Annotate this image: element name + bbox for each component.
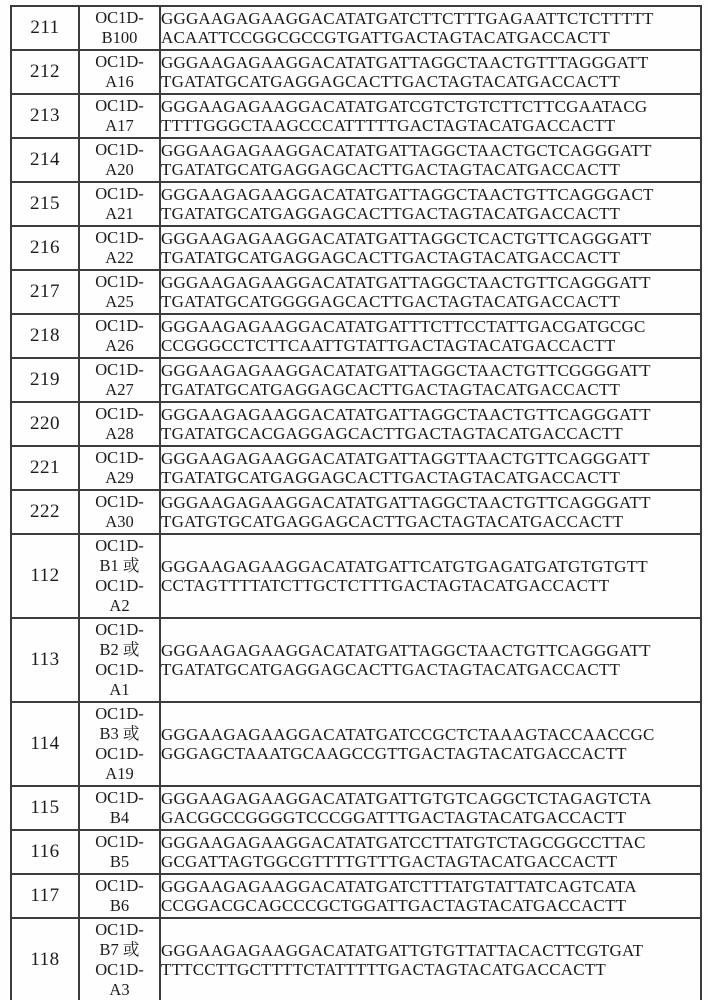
probe-name-cell: OC1D- A28 xyxy=(79,402,160,446)
probe-name-cell: OC1D- B4 xyxy=(79,786,160,830)
sequence-number-cell: 215 xyxy=(11,182,79,226)
table-row xyxy=(11,874,701,918)
sequence-number-cell: 212 xyxy=(11,50,79,94)
sequence-number-cell: 118 xyxy=(11,918,79,1000)
sequence-table-body xyxy=(11,6,701,1000)
probe-name-cell: OC1D- B100 xyxy=(79,6,160,50)
dna-sequence-cell: GGGAAGAGAAGGACATATGATTAGGCTAACTGTTCAGGGATT TGATGTGCATGAGGAGCACTTGACTAGTACATGACCACTT xyxy=(160,490,701,534)
table-row xyxy=(11,226,701,270)
sequence-number-cell: 117 xyxy=(11,874,79,918)
probe-name-cell: OC1D- A26 xyxy=(79,314,160,358)
table-row xyxy=(11,402,701,446)
probe-name-cell: OC1D- A29 xyxy=(79,446,160,490)
probe-name-cell: OC1D- B6 xyxy=(79,874,160,918)
sequence-number-cell: 214 xyxy=(11,138,79,182)
probe-name-cell: OC1D- A27 xyxy=(79,358,160,402)
table-row xyxy=(11,830,701,874)
dna-sequence-cell: GGGAAGAGAAGGACATATGATTAGGCTAACTGTTCAGGGATT TGATATGCACGAGGAGCACTTGACTAGTACATGACCACTT xyxy=(160,402,701,446)
sequence-number-cell: 114 xyxy=(11,702,79,786)
sequence-listing-table xyxy=(10,5,702,1000)
dna-sequence-cell: GGGAAGAGAAGGACATATGATTAGGCTAACTGTTTAGGGATT TGATATGCATGAGGAGCACTTGACTAGTACATGACCACTT xyxy=(160,50,701,94)
table-row xyxy=(11,270,701,314)
dna-sequence-cell: GGGAAGAGAAGGACATATGATTAGGCTAACTGTTCAGGGATT TGATATGCATGGGGAGCACTTGACTAGTACATGACCACTT xyxy=(160,270,701,314)
sequence-number-cell: 221 xyxy=(11,446,79,490)
table-row xyxy=(11,534,701,618)
table-row xyxy=(11,138,701,182)
table-row xyxy=(11,786,701,830)
sequence-number-cell: 219 xyxy=(11,358,79,402)
probe-name-cell: OC1D- A17 xyxy=(79,94,160,138)
sequence-number-cell: 112 xyxy=(11,534,79,618)
probe-name-cell: OC1D- B5 xyxy=(79,830,160,874)
probe-name-cell: OC1D- A30 xyxy=(79,490,160,534)
probe-name-cell: OC1D- A16 xyxy=(79,50,160,94)
probe-name-cell: OC1D- B7 或 OC1D- A3 xyxy=(79,918,160,1000)
sequence-number-cell: 115 xyxy=(11,786,79,830)
dna-sequence-cell: GGGAAGAGAAGGACATATGATCGTCTGTCTTCTTCGAATACG TTTTGGGCTAAGCCCATTTTTGACTAGTACATGACCACTT xyxy=(160,94,701,138)
dna-sequence-cell: GGGAAGAGAAGGACATATGATTAGGTTAACTGTTCAGGGATT TGATATGCATGAGGAGCACTTGACTAGTACATGACCACTT xyxy=(160,446,701,490)
dna-sequence-cell: GGGAAGAGAAGGACATATGATTAGGCTCACTGTTCAGGGATT TGATATGCATGAGGAGCACTTGACTAGTACATGACCACTT xyxy=(160,226,701,270)
dna-sequence-cell: GGGAAGAGAAGGACATATGATCTTCTTTGAGAATTCTCTTTTT ACAATTCCGGCGCCGTGATTGACTAGTACATGACCACTT xyxy=(160,6,701,50)
probe-name-cell: OC1D- A25 xyxy=(79,270,160,314)
dna-sequence-cell: GGGAAGAGAAGGACATATGATTAGGCTAACTGTTCAGGGACT TGATATGCATGAGGAGCACTTGACTAGTACATGACCACTT xyxy=(160,182,701,226)
dna-sequence-cell: GGGAAGAGAAGGACATATGATCCTTATGTCTAGCGGCCTTAC GCGATTAGTGGCGTTTTGTTTGACTAGTACATGACCACTT xyxy=(160,830,701,874)
table-row xyxy=(11,358,701,402)
sequence-number-cell: 113 xyxy=(11,618,79,702)
dna-sequence-cell: GGGAAGAGAAGGACATATGATTAGGCTAACTGCTCAGGGATT TGATATGCATGAGGAGCACTTGACTAGTACATGACCACTT xyxy=(160,138,701,182)
dna-sequence-cell: GGGAAGAGAAGGACATATGATTGTGTTATTACACTTCGTGAT TTTCCTTGCTTTTCTATTTTTGACTAGTACATGACCACTT xyxy=(160,918,701,1000)
sequence-number-cell: 220 xyxy=(11,402,79,446)
table-row xyxy=(11,918,701,1000)
probe-name-cell: OC1D- B2 或 OC1D- A1 xyxy=(79,618,160,702)
probe-name-cell: OC1D- B1 或 OC1D- A2 xyxy=(79,534,160,618)
table-row xyxy=(11,314,701,358)
probe-name-cell: OC1D- A22 xyxy=(79,226,160,270)
table-row xyxy=(11,702,701,786)
dna-sequence-cell: GGGAAGAGAAGGACATATGATTAGGCTAACTGTTCGGGGATT TGATATGCATGAGGAGCACTTGACTAGTACATGACCACTT xyxy=(160,358,701,402)
sequence-number-cell: 222 xyxy=(11,490,79,534)
sequence-number-cell: 218 xyxy=(11,314,79,358)
sequence-number-cell: 216 xyxy=(11,226,79,270)
sequence-number-cell: 213 xyxy=(11,94,79,138)
probe-name-cell: OC1D- A21 xyxy=(79,182,160,226)
table-row xyxy=(11,50,701,94)
sequence-number-cell: 211 xyxy=(11,6,79,50)
dna-sequence-cell: GGGAAGAGAAGGACATATGATCTTTATGTATTATCAGTCATA CCGGACGCAGCCCGCTGGATTGACTAGTACATGACCACTT xyxy=(160,874,701,918)
table-row xyxy=(11,490,701,534)
dna-sequence-cell: GGGAAGAGAAGGACATATGATTAGGCTAACTGTTCAGGGATT TGATATGCATGAGGAGCACTTGACTAGTACATGACCACTT xyxy=(160,618,701,702)
table-row xyxy=(11,94,701,138)
table-row xyxy=(11,182,701,226)
dna-sequence-cell: GGGAAGAGAAGGACATATGATTCATGTGAGATGATGTGTGTT CCTAGTTTTATCTTGCTCTTTGACTAGTACATGACCACTT xyxy=(160,534,701,618)
sequence-number-cell: 116 xyxy=(11,830,79,874)
sequence-number-cell: 217 xyxy=(11,270,79,314)
table-row xyxy=(11,6,701,50)
dna-sequence-cell: GGGAAGAGAAGGACATATGATCCGCTCTAAAGTACCAACCGC GGGAGCTAAATGCAAGCCGTTGACTAGTACATGACCACTT xyxy=(160,702,701,786)
dna-sequence-cell: GGGAAGAGAAGGACATATGATTGTGTCAGGCTCTAGAGTCTA GACGGCCGGGGTCCCGGATTTGACTAGTACATGACCACTT xyxy=(160,786,701,830)
probe-name-cell: OC1D- B3 或 OC1D- A19 xyxy=(79,702,160,786)
table-row xyxy=(11,446,701,490)
table-row xyxy=(11,618,701,702)
probe-name-cell: OC1D- A20 xyxy=(79,138,160,182)
dna-sequence-cell: GGGAAGAGAAGGACATATGATTTCTTCCTATTGACGATGCGC CCGGGCCTCTTCAATTGTATTGACTAGTACATGACCACTT xyxy=(160,314,701,358)
